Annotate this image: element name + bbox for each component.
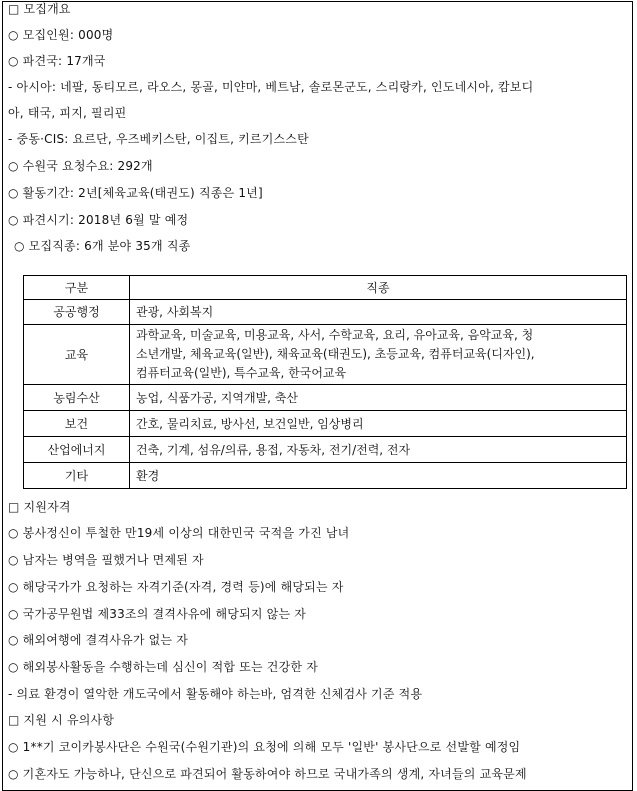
asia-countries: - 아시아: 네팔, 동티모르, 라오스, 몽골, 미얀마, 베트남, 솔로몬군도, 스리랑카, 인도네시아, 캄보디 (8, 80, 534, 94)
notes-item: ○ 1**기 코이카봉사단은 수원국(수원기관)의 요청에 의해 모두 '일반' 봉사단으로 선발할 예정임 (8, 740, 521, 754)
job-types-table (23, 275, 627, 489)
dispatch-countries: ○ 파견국: 17개국 (8, 54, 106, 68)
row-jobs: 건축, 기계, 섬유/의류, 용접, 자동차, 전기/전력, 전자 (130, 437, 627, 463)
table-header-row (24, 276, 627, 300)
header-jobs: 직종 (130, 276, 627, 300)
eligibility-item: ○ 국가공무원법 제33조의 결격사유에 해당되지 않는 자 (8, 607, 307, 621)
asia-countries-cont: 아, 태국, 피지, 필리핀 (8, 106, 127, 120)
row-category: 공공행정 (24, 300, 130, 325)
activity-period: ○ 활동기간: 2년[체육교육(태권도) 직종은 1년] (8, 186, 263, 200)
table-row (24, 385, 627, 411)
table-row (24, 411, 627, 437)
row-jobs (130, 325, 627, 385)
eligibility-item: ○ 해외봉사활동을 수행하는데 심신이 적합 또는 건강한 자 (8, 660, 318, 674)
row-jobs-line: 과학교육, 미술교육, 미용교육, 사서, 수학교육, 요리, 유아교육, 음악교육, 청 (136, 328, 534, 342)
requested-demand: ○ 수원국 요청수요: 292개 (8, 159, 153, 173)
row-category: 농림수산 (24, 385, 130, 411)
recruit-count: ○ 모집인원: 000명 (8, 28, 114, 42)
row-category: 교육 (24, 325, 130, 385)
row-jobs: 환경 (130, 463, 627, 489)
row-category: 산업에너지 (24, 437, 130, 463)
section-heading-notes: □ 지원 시 유의사항 (8, 713, 115, 727)
section-heading-overview: □ 모집개요 (8, 2, 71, 16)
eligibility-item: ○ 봉사정신이 투철한 만19세 이상의 대한민국 국적을 가진 남녀 (8, 526, 350, 540)
row-jobs-line: 컴퓨터교육(일반), 특수교육, 한국어교육 (136, 366, 347, 380)
header-category: 구분 (24, 276, 130, 300)
recruit-job-types: ○ 모집직종: 6개 분야 35개 직종 (14, 239, 191, 253)
dispatch-timing: ○ 파견시기: 2018년 6월 말 예정 (8, 213, 189, 227)
eligibility-subitem: - 의료 환경이 열악한 개도국에서 활동해야 하는바, 엄격한 신체검사 기준 적용 (8, 687, 423, 701)
row-jobs: 관광, 사회복지 (130, 300, 627, 325)
eligibility-item: ○ 해외여행에 결격사유가 없는 자 (8, 633, 189, 647)
eligibility-item: ○ 남자는 병역을 필했거나 면제된 자 (8, 553, 204, 567)
notes-item: ○ 기혼자도 가능하나, 단신으로 파견되어 활동하여야 하므로 국내가족의 생계, 자녀들의 교육문제 (8, 767, 527, 781)
table-row (24, 463, 627, 489)
table-row (24, 437, 627, 463)
row-category: 보건 (24, 411, 130, 437)
row-jobs: 농업, 식품가공, 지역개발, 축산 (130, 385, 627, 411)
row-jobs: 간호, 물리치료, 방사선, 보건일반, 임상병리 (130, 411, 627, 437)
table-row (24, 325, 627, 385)
section-heading-eligibility: □ 지원자격 (8, 500, 71, 514)
table-row (24, 300, 627, 325)
middle-east-cis-countries: - 중동·CIS: 요르단, 우즈베키스탄, 이집트, 키르기스스탄 (8, 132, 309, 146)
row-jobs-line: 소년개발, 체육교육(일반), 채육교육(태권도), 초등교육, 컴퓨터교육(디자인), (136, 347, 535, 361)
eligibility-item: ○ 해당국가가 요청하는 자격기준(자격, 경력 등)에 해당되는 자 (8, 580, 344, 594)
row-category: 기타 (24, 463, 130, 489)
